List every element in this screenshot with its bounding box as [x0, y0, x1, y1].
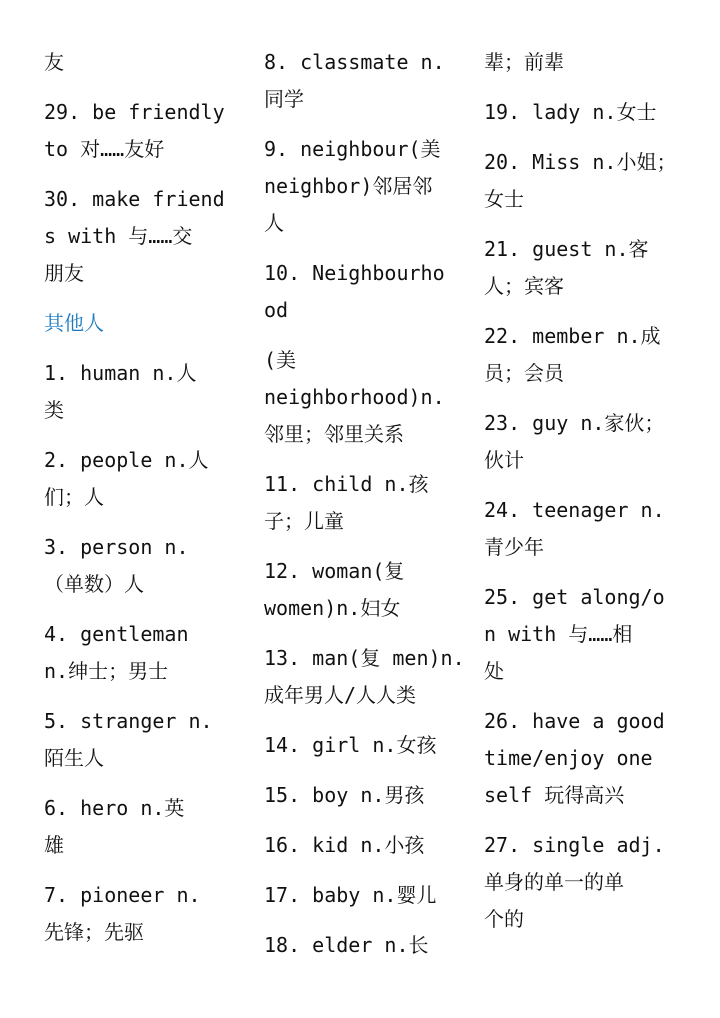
entry-line: time/enjoy one: [484, 746, 653, 770]
entry-line: 23. guy n.家伙；: [484, 411, 665, 435]
entry-line: 24. teenager n.: [484, 498, 665, 522]
vocab-entry: [44, 529, 225, 603]
entry-line: 成年男人/人人类: [264, 683, 417, 707]
entry-line: women)n.妇女: [264, 596, 401, 620]
entry-line: 雄: [44, 833, 64, 857]
entry-line: 子；儿童: [264, 509, 344, 533]
entry-line: neighbor)邻居邻: [264, 174, 433, 198]
entry-line: 26. have a good: [484, 709, 665, 733]
vocab-entry: [484, 492, 676, 566]
vocab-entry: [484, 44, 676, 81]
entry-line: 伙计: [484, 448, 524, 472]
entry-line: 8. classmate n.: [264, 50, 445, 74]
entry-line: self 玩得高兴: [484, 783, 625, 807]
entry-line: 25. get along/o: [484, 585, 665, 609]
column-2: [264, 44, 465, 977]
vocab-entry: [44, 877, 225, 951]
entry-line: s with 与……交: [44, 224, 193, 248]
vocab-entry: [484, 144, 676, 218]
vocab-entry: [44, 44, 225, 81]
column-3: [484, 44, 676, 951]
vocab-entry: [44, 703, 225, 777]
entry-line: 陌生人: [44, 746, 104, 770]
entry-line: 6. hero n.英: [44, 796, 185, 820]
vocab-entry: [264, 44, 465, 118]
entry-line: 个的: [484, 907, 524, 931]
vocab-entry: [264, 255, 465, 329]
vocab-entry: [484, 405, 676, 479]
entry-line: 15. boy n.男孩: [264, 783, 425, 807]
entry-line: 类: [44, 398, 64, 422]
entry-line: 3. person n.: [44, 535, 189, 559]
vocab-entry: [264, 927, 465, 964]
entry-line: 先锋；先驱: [44, 920, 144, 944]
vocab-entry: [44, 355, 225, 429]
entry-line: 们；人: [44, 485, 104, 509]
entry-line: 10. Neighbourho: [264, 261, 445, 285]
entry-line: to 对……友好: [44, 137, 165, 161]
vocab-entry: [484, 579, 676, 690]
vocab-entry: [264, 827, 465, 864]
entry-line: od: [264, 298, 289, 322]
entry-line: 同学: [264, 87, 304, 111]
entry-line: （单数）人: [44, 572, 144, 596]
vocab-entry: [264, 131, 465, 242]
entry-line: 18. elder n.长: [264, 933, 429, 957]
entry-line: 女士: [484, 187, 524, 211]
vocab-entry: [44, 181, 225, 292]
vocab-entry: [484, 94, 676, 131]
entry-line: 辈；前辈: [484, 50, 564, 74]
entry-line: 单身的单一的单: [484, 870, 624, 894]
vocab-entry: [264, 777, 465, 814]
entry-line: n with 与……相: [484, 622, 633, 646]
vocab-entry: [264, 727, 465, 764]
vocab-entry: [264, 466, 465, 540]
entry-line: (美: [264, 348, 297, 372]
vocab-entry: [484, 318, 676, 392]
entry-line: 30. make friend: [44, 187, 225, 211]
entry-line: 人: [264, 211, 284, 235]
entry-line: 友: [44, 50, 64, 74]
entry-line: 7. pioneer n.: [44, 883, 201, 907]
vocab-entry: [484, 703, 676, 814]
entry-line: 人；宾客: [484, 274, 564, 298]
vocab-entry: [44, 790, 225, 864]
entry-line: 16. kid n.小孩: [264, 833, 425, 857]
entry-line: 11. child n.孩: [264, 472, 429, 496]
entry-line: 朋友: [44, 261, 84, 285]
vocab-entry: [264, 553, 465, 627]
vocab-entry: [484, 827, 676, 938]
vocab-entry: [484, 231, 676, 305]
entry-line: 9. neighbour(美: [264, 137, 441, 161]
entry-line: 青少年: [484, 535, 544, 559]
entry-line: 14. girl n.女孩: [264, 733, 437, 757]
vocab-entry: [264, 877, 465, 914]
entry-line: 12. woman(复: [264, 559, 405, 583]
column-1: [44, 44, 225, 964]
vocab-entry: [264, 342, 465, 453]
entry-line: 员；会员: [484, 361, 564, 385]
entry-line: 处: [484, 659, 504, 683]
entry-line: 17. baby n.婴儿: [264, 883, 437, 907]
entry-line: 20. Miss n.小姐；: [484, 150, 677, 174]
vocab-entry: [264, 640, 465, 714]
entry-line: 其他人: [44, 311, 104, 335]
entry-line: 4. gentleman: [44, 622, 189, 646]
entry-line: 2. people n.人: [44, 448, 209, 472]
section-heading: [44, 305, 225, 342]
entry-line: 13. man(复 men)n.: [264, 646, 465, 670]
entry-line: 29. be friendly: [44, 100, 225, 124]
entry-line: 邻里；邻里关系: [264, 422, 404, 446]
entry-line: 1. human n.人: [44, 361, 197, 385]
entry-line: 21. guest n.客: [484, 237, 649, 261]
vocab-entry: [44, 94, 225, 168]
entry-line: 5. stranger n.: [44, 709, 213, 733]
vocab-entry: [44, 442, 225, 516]
entry-line: 27. single adj.: [484, 833, 665, 857]
entry-line: n.绅士；男士: [44, 659, 169, 683]
entry-line: 22. member n.成: [484, 324, 661, 348]
entry-line: neighborhood)n.: [264, 385, 445, 409]
entry-line: 19. lady n.女士: [484, 100, 657, 124]
vocab-entry: [44, 616, 225, 690]
